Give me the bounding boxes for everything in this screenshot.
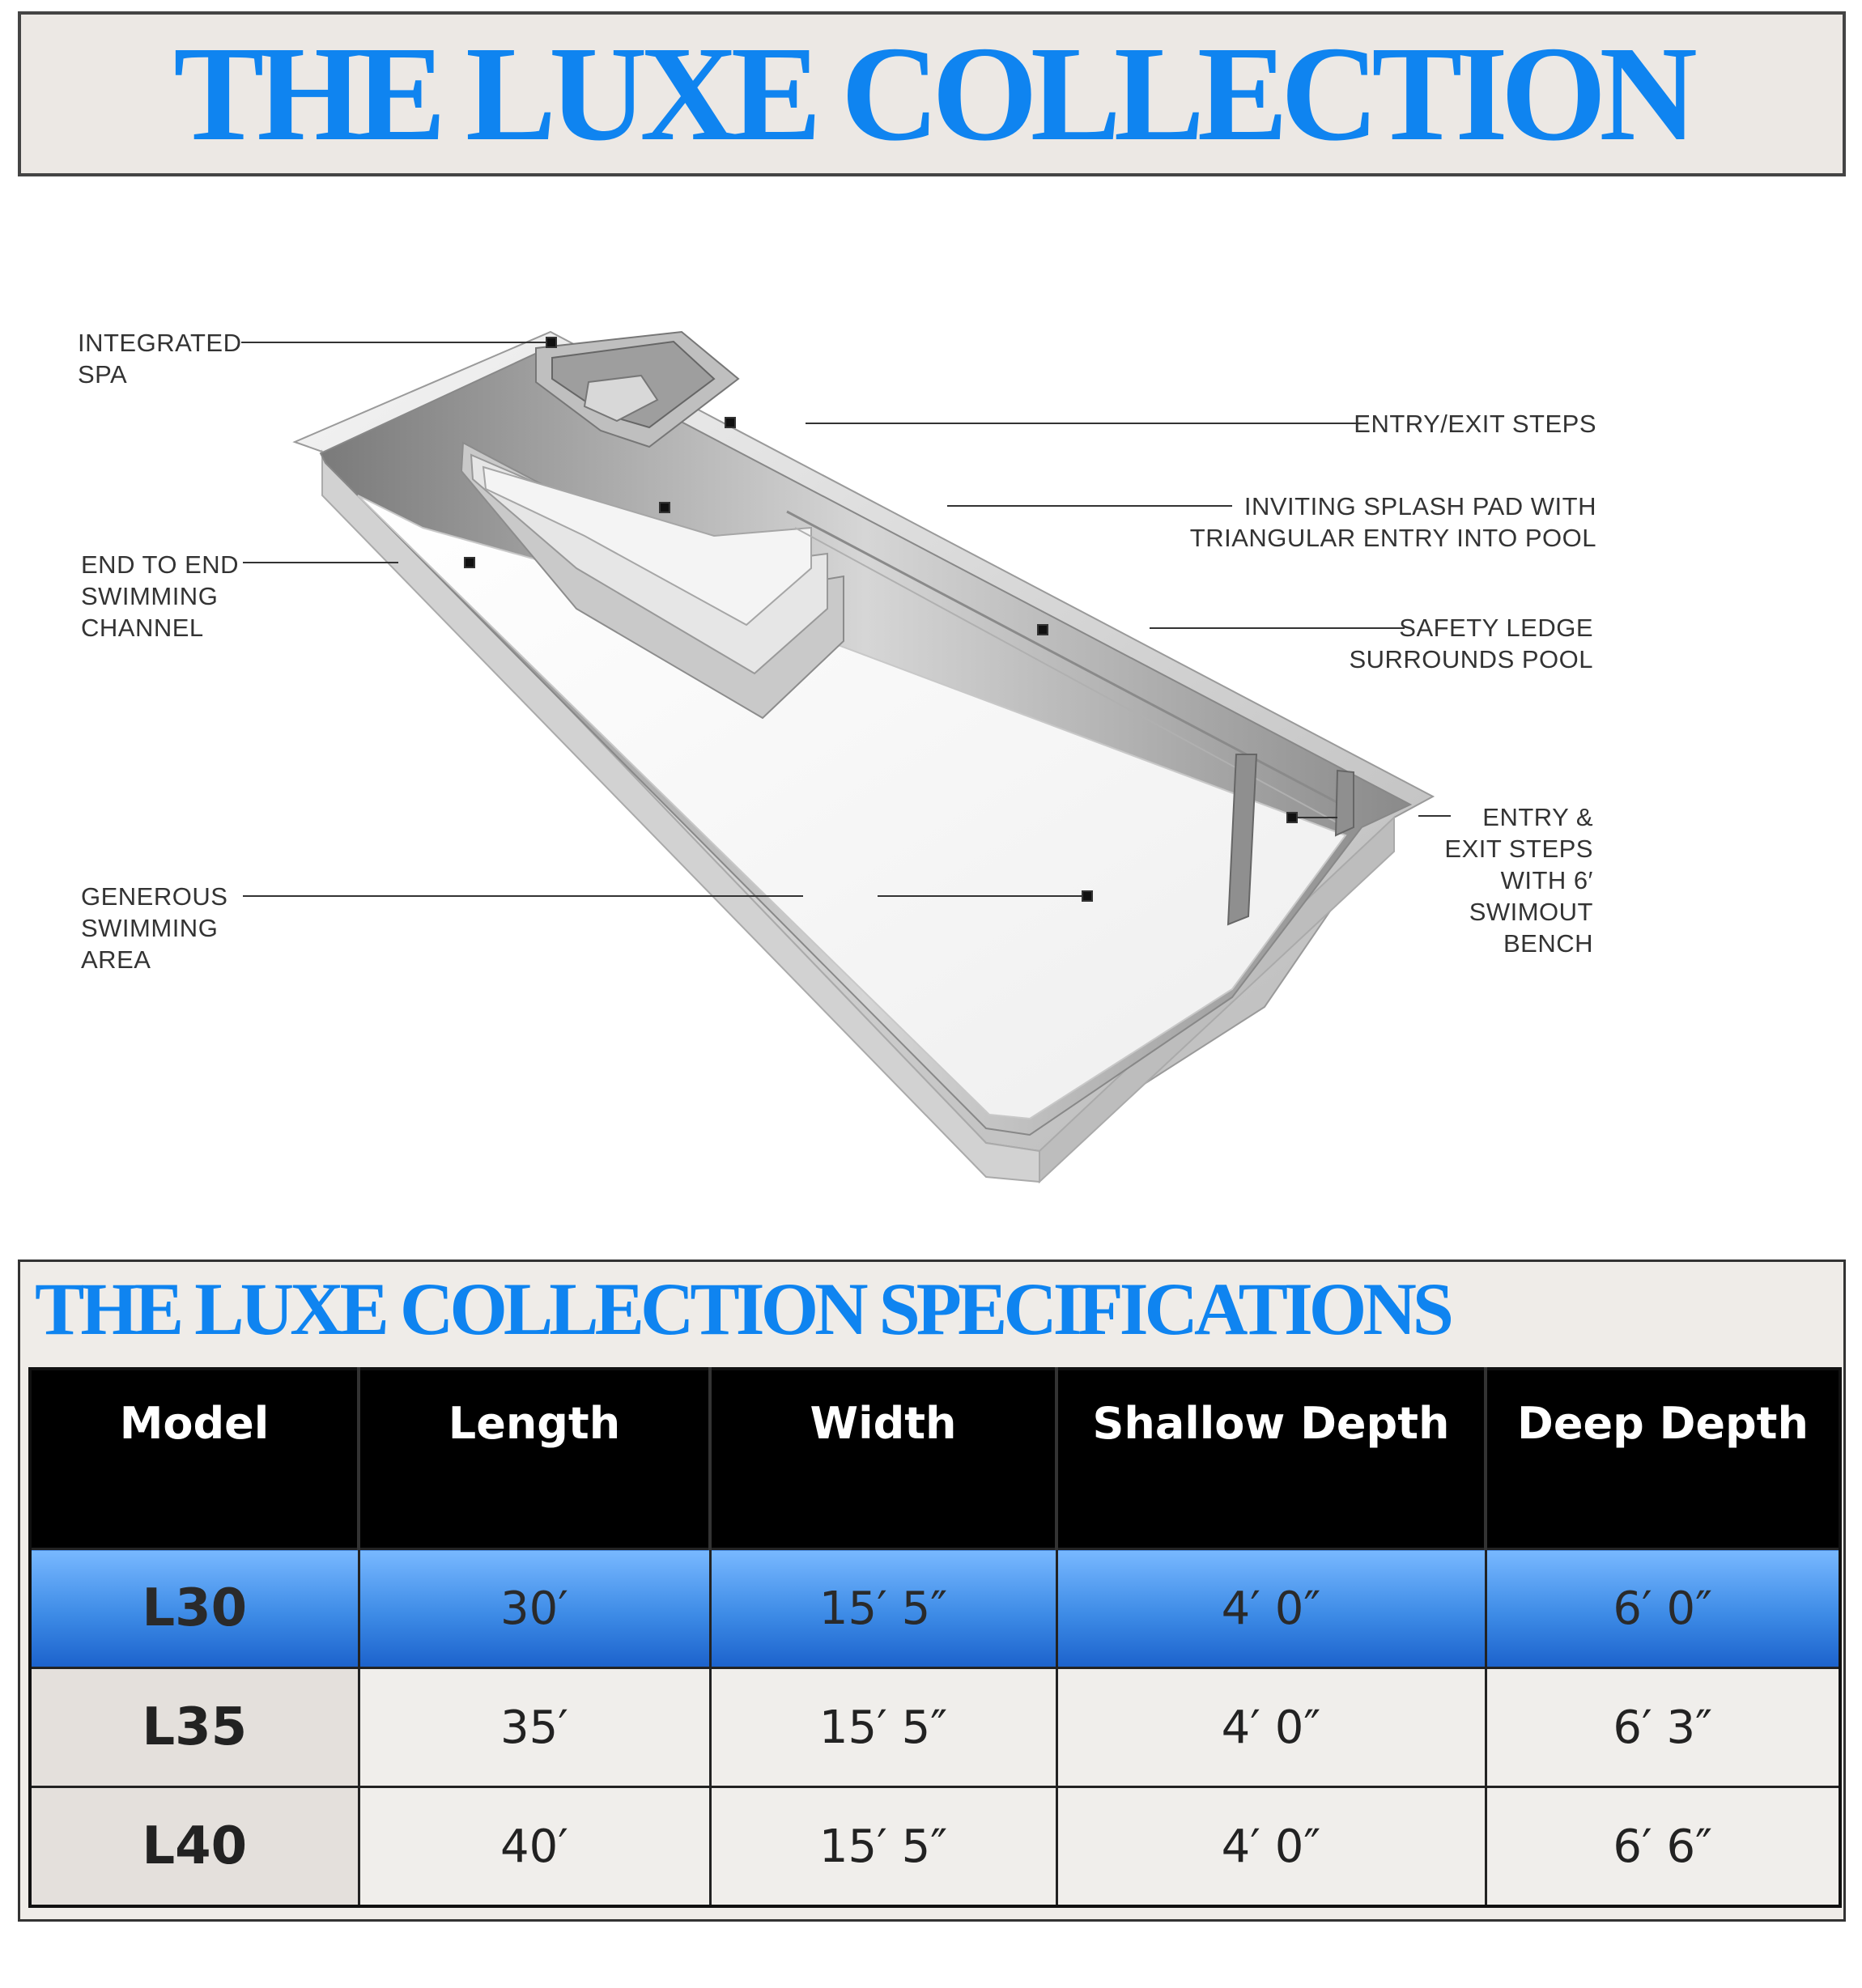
cell-shallow-depth: 4′ 0″: [1056, 1787, 1486, 1907]
table-row: [30, 1668, 1840, 1787]
cell-model: L40: [30, 1787, 359, 1907]
callout-swimming-channel: END TO END SWIMMING CHANNEL: [81, 550, 240, 642]
cell-width: 15′ 5″: [710, 1787, 1056, 1907]
column-header-length: Length: [359, 1369, 710, 1549]
callout-entry-exit-bench: ENTRY & EXIT STEPS WITH 6′ SWIMOUT BENCH: [1444, 803, 1593, 958]
cell-model: L30: [30, 1549, 359, 1668]
cell-length: 35′: [359, 1668, 710, 1787]
specifications-section: [18, 1259, 1846, 1922]
cell-model: L35: [30, 1668, 359, 1787]
table-row: [30, 1787, 1840, 1907]
cell-deep-depth: 6′ 0″: [1486, 1549, 1840, 1668]
cell-deep-depth: 6′ 6″: [1486, 1787, 1840, 1907]
page-title: THE LUXE COLLECTION: [173, 19, 1690, 169]
table-row: [30, 1549, 1840, 1668]
specifications-table: [28, 1367, 1842, 1908]
cell-length: 30′: [359, 1549, 710, 1668]
column-header-shallow-depth: Shallow Depth: [1056, 1369, 1486, 1549]
callout-safety-ledge: SAFETY LEDGE SURROUNDS POOL: [1349, 614, 1593, 673]
column-header-deep-depth: Deep Depth: [1486, 1369, 1840, 1549]
specifications-title: THE LUXE COLLECTION SPECIFICATIONS: [35, 1268, 1450, 1350]
callout-integrated-spa: INTEGRATED SPA: [78, 329, 242, 389]
cell-length: 40′: [359, 1787, 710, 1907]
cell-shallow-depth: 4′ 0″: [1056, 1668, 1486, 1787]
callout-swimming-area: GENEROUS SWIMMING AREA: [81, 882, 228, 974]
callout-entry-exit-steps: ENTRY/EXIT STEPS: [1354, 410, 1596, 438]
pool-illustration: [18, 188, 1844, 1258]
column-header-model: Model: [30, 1369, 359, 1549]
cell-width: 15′ 5″: [710, 1549, 1056, 1668]
title-banner: [18, 11, 1846, 176]
table-header-row: [30, 1369, 1840, 1549]
pool-diagram: [18, 188, 1844, 1258]
cell-deep-depth: 6′ 3″: [1486, 1668, 1840, 1787]
column-header-width: Width: [710, 1369, 1056, 1549]
callout-splash-pad: INVITING SPLASH PAD WITH TRIANGULAR ENTRY INTO POOL: [1189, 492, 1596, 552]
cell-width: 15′ 5″: [710, 1668, 1056, 1787]
cell-shallow-depth: 4′ 0″: [1056, 1549, 1486, 1668]
